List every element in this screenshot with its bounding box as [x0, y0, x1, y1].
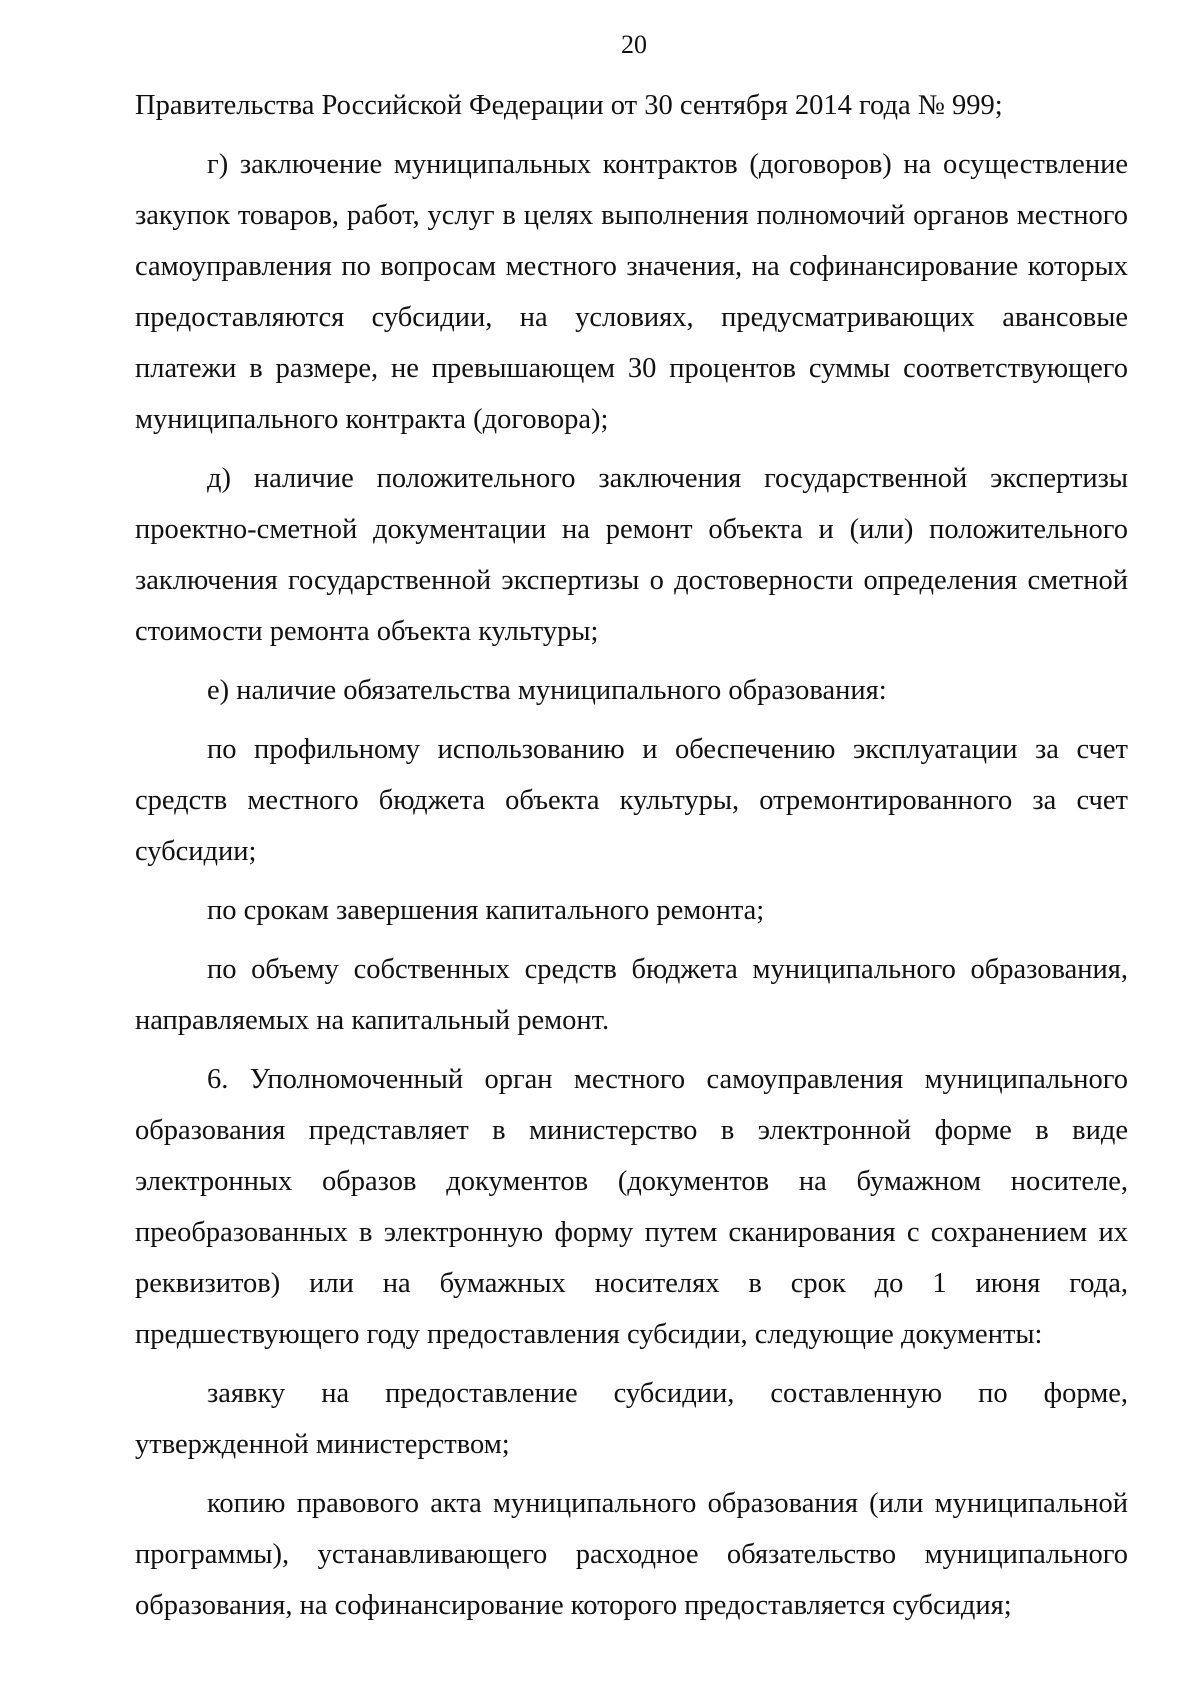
paragraph-continuation: Правительства Российской Федерации от 30 сентября 2014 года № 999; — [135, 90, 1003, 121]
paragraph-obligation-use: по профильному использованию и обеспечению эксплуатации за счет средств местного бюджета объекта культуры, отремонтированного за счет субсидии; — [135, 734, 1128, 867]
paragraph-section-6: 6. Уполномоченный орган местного самоуправления муниципального образования представляет в министерство в электронной форме в виде электронных образов документов (документов на бумажном носителе, преобразованных в электронную форму путем сканирования с сохранением их реквизитов) или на бумажных носителях в срок до 1 июня года, предшествующего году предоставления субсидии, следующие документы: — [135, 1064, 1128, 1350]
paragraph-application: заявку на предоставление субсидии, составленную по форме, утвержденной министерством; — [135, 1378, 1128, 1460]
paragraph-item-d: д) наличие положительного заключения государственной экспертизы проектно-сметной документации на ремонт объекта и (или) положительного заключения государственной экспертизы о достоверности определения сметной стоимости ремонта объекта культуры; — [135, 463, 1128, 647]
paragraph-item-g: г) заключение муниципальных контрактов (договоров) на осуществление закупок товаров, работ, услуг в целях выполнения полномочий органов местного самоуправления по вопросам местного значения, на софинансирование которых предоставляются субсидии, на условиях, предусматривающих авансовые платежи в размере, не превышающем 30 процентов суммы соответствующего муниципального контракта (договора); — [135, 149, 1128, 435]
paragraph-item-e: е) наличие обязательства муниципального образования: — [207, 675, 887, 706]
page-number: 20 — [621, 30, 647, 59]
document-body — [135, 80, 1128, 1639]
paragraph-obligation-funds: по объему собственных средств бюджета муниципального образования, направляемых на капитальный ремонт. — [135, 954, 1128, 1036]
paragraph-obligation-deadlines: по срокам завершения капитального ремонта; — [207, 895, 765, 926]
paragraph-legal-act-copy: копию правового акта муниципального образования (или муниципальной программы), устанавливающего расходное обязательство муниципального образования, на софинансирование которого предоставляется субсидия; — [135, 1488, 1128, 1621]
